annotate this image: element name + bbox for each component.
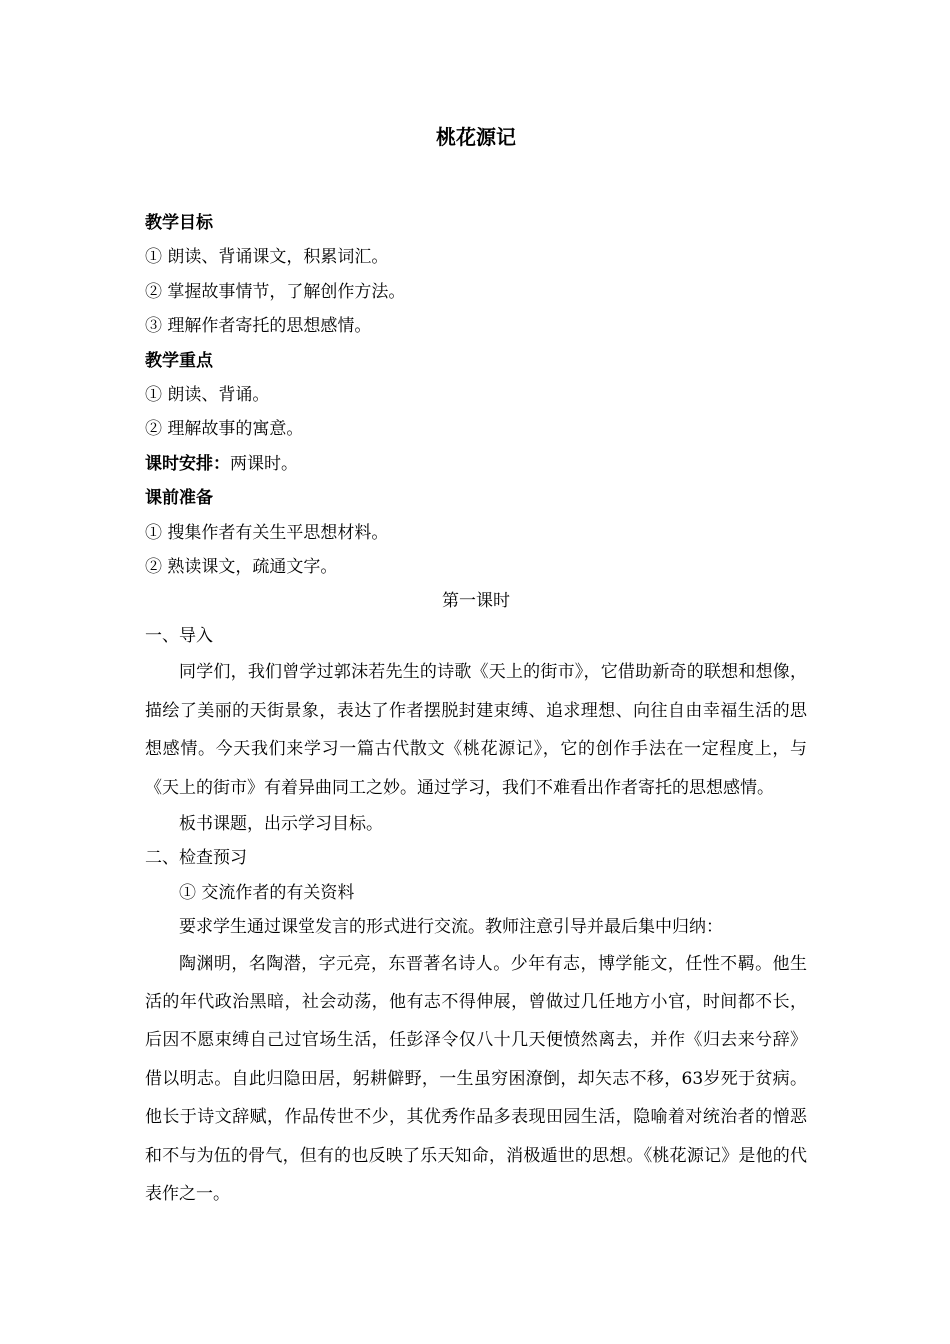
schedule-line [145, 447, 807, 481]
section-heading-intro: 一、导入 [145, 625, 213, 646]
preview-instruction: 要求学生通过课堂发言的形式进行交流。教师注意引导并最后集中归纳： [179, 917, 723, 938]
author-bio-paragraph: 陶渊明，名陶潜，字元亮，东晋著名诗人。少年有志，博学能文，任性不羁。他生活的年代政治黑暗，社会动荡，他有志不得伸展，曾做过几任地方小官，时间都不长，后因不愿束缚自己过官场生活，任彭泽令仅八十几天便愤然离去，并作《归去来兮辞》借以明志。自此归隐田居，躬耕僻野，一生虽穷困潦倒，却矢志不移，63岁死于贫病。他长于诗文辞赋，作品传世不少，其优秀作品多表现田园生活，隐喻着对统治者的憎恶和不与为伍的骨气，但有的也反映了乐天知命，消极遁世的思想。《桃花源记》是他的代表作之一。 [145, 953, 807, 1204]
objective-item: ③ 理解作者寄托的思想感情。 [145, 316, 372, 337]
preview-subheading: ① 交流作者的有关资料 [179, 882, 355, 903]
schedule-value: 两课时。 [230, 453, 298, 474]
section-heading-preview: 二、检查预习 [145, 848, 247, 869]
key-point-item: ① 朗读、背诵。 [145, 385, 270, 406]
document-page [145, 120, 807, 1213]
key-point-item: ② 理解故事的寓意。 [145, 419, 304, 440]
board-note: 板书课题，出示学习目标。 [179, 813, 383, 834]
objective-item: ① 朗读、背诵课文，积累词汇。 [145, 247, 389, 268]
schedule-label: 课时安排： [145, 453, 230, 474]
lesson-title: 第一课时 [442, 591, 510, 612]
objective-item: ② 掌握故事情节，了解创作方法。 [145, 281, 406, 302]
key-points-heading: 教学重点 [145, 350, 213, 371]
intro-paragraph: 同学们，我们曾学过郭沫若先生的诗歌《天上的街市》，它借助新奇的联想和想像，描绘了美丽的天街景象，表达了作者摆脱封建束缚、追求理想、向往自由幸福生活的思想感情。今天我们来学习一篇古代散文《桃花源记》，它的创作手法在一定程度上，与《天上的街市》有着异曲同工之妙。通过学习，我们不难看出作者寄托的思想感情。 [145, 662, 807, 798]
document-title: 桃花源记 [436, 125, 516, 149]
preparation-heading: 课前准备 [145, 488, 213, 509]
objectives-heading: 教学目标 [145, 213, 213, 233]
preparation-item: ① 搜集作者有关生平思想材料。 [145, 522, 389, 543]
preparation-item: ② 熟读课文，疏通文字。 [145, 557, 338, 578]
